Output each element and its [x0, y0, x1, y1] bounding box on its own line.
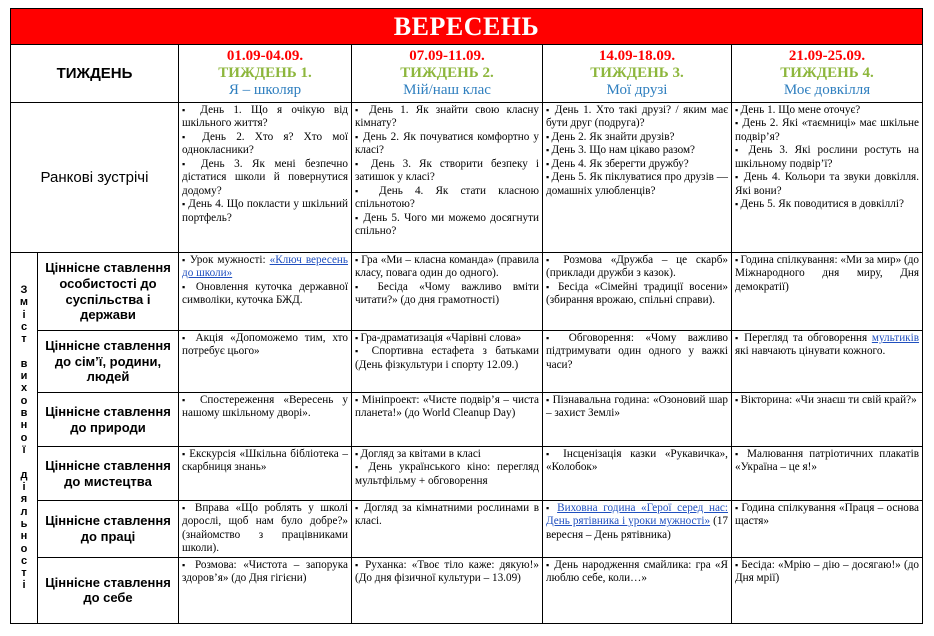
morning-week-3 [543, 103, 732, 253]
activity-item [546, 448, 728, 475]
activity-item [355, 448, 539, 461]
activity-text: Малювання патріотичних плакатів «Україна – це я!» [735, 448, 920, 474]
activity-item [355, 502, 539, 529]
side-label-letter: с [20, 554, 28, 567]
activity-cell [543, 393, 732, 447]
activity-item [735, 394, 919, 407]
activity-link[interactable]: Виховна година «Герої серед нас: День рятівника і уроки мужності» [546, 502, 728, 528]
week-4-name: ТИЖДЕНЬ 4. [780, 64, 874, 81]
morning-item: ▪ День 2. Хто я? Хто мої однокласники? [182, 131, 348, 158]
side-label-letter: З [20, 283, 28, 296]
activity-item [355, 461, 539, 488]
activity-cell [543, 331, 732, 393]
activity-text: Оновлення куточка державної символіки, куточка БЖД. [182, 280, 348, 307]
activity-cell [352, 393, 543, 447]
activity-item [182, 394, 348, 421]
activity-row [11, 393, 923, 447]
week-header-label: ТИЖДЕНЬ [11, 45, 179, 103]
activity-text: Обговорення: «Чому важливо підтримувати один одного у важкі часи? [546, 332, 728, 371]
morning-item: ▪ День 5. Як піклуватися про друзів — домашніх улюбленців? [546, 171, 728, 198]
activity-row [11, 501, 923, 558]
activity-text: Екскурсія «Шкільна бібліотека – скарбниця знань» [182, 448, 348, 474]
activity-text: Розмова: «Чистота – запорука здоров’я» (до Дня гігієни) [182, 558, 348, 585]
morning-item: ▪ День 1. Що мене оточує? [735, 104, 919, 117]
side-label-letter: ї [22, 444, 26, 457]
morning-item: ▪ День 2. Як знайти друзів? [546, 131, 728, 144]
activity-text: Акція «Допоможемо тим, хто потребує цього» [182, 332, 348, 358]
activity-row [11, 557, 923, 623]
activity-cell [352, 501, 543, 558]
side-label-letter: л [20, 505, 28, 518]
activity-text: Перегляд та обговорення [744, 332, 872, 344]
activity-text: Спортивна естафета з батьками (День фізкультури і спорту 12.09.) [355, 345, 539, 371]
week-3-dates: 14.09-18.09. [598, 47, 676, 64]
activity-item [546, 281, 728, 308]
morning-week-2 [352, 103, 543, 253]
activity-cell [179, 331, 352, 393]
morning-item: ▪ День 4. Кольори та звуки довкілля. Які вони? [735, 171, 919, 198]
row-label: Ціннісне ставлення особистості до суспільства і держави [38, 253, 179, 331]
morning-item: ▪ День 5. Як поводитися в довкіллі? [735, 198, 919, 211]
activity-text: Гра-драматизація «Чарівні слова» [360, 332, 522, 344]
activity-text: які навчають цінувати кожного. [735, 345, 886, 358]
activity-text: День українського кіно: перегляд мультфільму + обговорення [355, 461, 539, 487]
activity-text: Урок мужності: [189, 254, 270, 266]
activity-item [355, 394, 539, 421]
activity-item [546, 394, 728, 421]
activity-text: Догляд за квітами в класі [360, 448, 481, 460]
week-2-theme: Мій/наш клас [403, 82, 491, 99]
activity-link[interactable]: «Ключ вересень до школи» [182, 254, 349, 280]
activity-text: Руханка: «Твоє тіло каже: дякую!» (До дня фізичної культури – 13.09) [355, 558, 539, 585]
activity-text: Бесіда: «Мрію – дію – досягаю!» (до Дня мрії) [735, 558, 920, 585]
week-1-dates: 01.09-04.09. [226, 47, 304, 64]
side-label-letter: с [20, 320, 28, 333]
activity-text: Гра «Ми – класна команда» (правила класу, повага один до одного). [355, 254, 540, 280]
morning-item: ▪ День 3. Як створити безпеку і затишок у класі? [355, 158, 539, 185]
activity-item [735, 332, 919, 359]
activity-cell [732, 447, 923, 501]
week-2-header [352, 45, 543, 103]
side-label-letter: и [20, 370, 28, 383]
side-label-letter: д [20, 468, 28, 481]
month-title: ВЕРЕСЕНЬ [11, 9, 923, 45]
activity-text: День народження смайлика: гра «Я люблю себе, коли…» [546, 558, 728, 585]
side-label-letter: і [22, 480, 26, 493]
activity-cell [543, 501, 732, 558]
morning-week-4 [732, 103, 923, 253]
morning-item: ▪ День 3. Як мені безпечно дістатися школи й повернутися додому? [182, 158, 348, 198]
side-label-letter: т [21, 333, 27, 346]
activity-text: Догляд за кімнатними рослинами в класі. [355, 502, 539, 528]
september-plan-table [10, 8, 923, 624]
row-label: Ціннісне ставлення до мистецтва [38, 447, 179, 501]
side-label-letter: м [19, 296, 29, 309]
activity-item [355, 254, 539, 281]
activity-text: Мініпроект: «Чисте подвір’я – чиста планета!» (до World Cleanup Day) [355, 394, 539, 420]
side-label-letter: н [20, 530, 28, 543]
activity-item [735, 559, 919, 586]
plan-table-wrapper [10, 8, 922, 624]
side-label-letter: ь [20, 517, 28, 530]
week-1-theme: Я – школяр [228, 82, 302, 99]
week-3-header [543, 45, 732, 103]
side-label-letter: н [20, 419, 28, 432]
side-label-letter: в [20, 407, 28, 420]
activity-cell [179, 447, 352, 501]
activity-row [11, 253, 923, 331]
activity-item [182, 281, 348, 308]
week-3-name: ТИЖДЕНЬ 3. [590, 64, 684, 81]
morning-item: ▪ День 3. Які рослини ростуть на шкільному подвір’ї? [735, 144, 919, 171]
side-label-letter [11, 346, 37, 358]
activity-text: Вікторина: «Чи знаєш ти свій край?» [740, 394, 917, 406]
side-label-letter: о [20, 542, 28, 555]
activity-cell [179, 253, 352, 331]
activity-cell [543, 557, 732, 623]
week-4-dates: 21.09-25.09. [788, 47, 866, 64]
morning-item: ▪ День 4. Як зберегти дружбу? [546, 158, 728, 171]
week-1-header [179, 45, 352, 103]
week-2-dates: 07.09-11.09. [409, 47, 485, 64]
activity-cell [543, 447, 732, 501]
morning-item: ▪ День 1. Що я очікую від шкільного життя? [182, 104, 348, 131]
activity-cell [732, 393, 923, 447]
weeks-header-row [11, 45, 923, 103]
activity-item [182, 559, 348, 586]
activity-item [355, 559, 539, 586]
activity-cell [732, 557, 923, 623]
activity-link[interactable]: мультиків [871, 332, 920, 344]
activity-item [182, 448, 348, 475]
morning-item: ▪ День 1. Хто такі друзі? / яким має бути друг (подруга)? [546, 104, 728, 131]
activity-text: Розмова «Дружба – це скарб» (приклади дружби з казок). [546, 254, 728, 280]
activity-row [11, 331, 923, 393]
activity-text: Бесіда «Чому важливо вміти читати?» (до дня грамотності) [355, 280, 539, 307]
morning-meetings-label: Ранкові зустрічі [11, 103, 179, 253]
side-label-letter: о [20, 394, 28, 407]
morning-item: ▪ День 1. Як знайти свою класну кімнату? [355, 104, 539, 131]
side-label-letter [11, 456, 37, 468]
activity-text: Вправа «Що роблять у школі дорослі, щоб нам було добре?» (знайомство з працівниками школи). [182, 502, 348, 555]
activity-row [11, 447, 923, 501]
activity-item [355, 281, 539, 308]
activity-cell [352, 447, 543, 501]
morning-item: ▪ День 4. Що покласти у шкільний портфель? [182, 198, 348, 225]
activity-item [546, 332, 728, 372]
side-label-letter: х [20, 382, 28, 395]
activity-item [735, 502, 919, 529]
activity-item [546, 502, 728, 542]
activity-item [355, 332, 539, 345]
activity-item [735, 448, 919, 475]
activity-item [355, 345, 539, 372]
activity-text: Бесіда «Сімейні традиції восени» (збирання врожаю, спільні справи). [546, 280, 728, 307]
activity-text: Спостереження «Вересень у нашому шкільному дворі». [182, 394, 348, 420]
side-label-letter: о [20, 431, 28, 444]
morning-item: ▪ День 2. Як почуватися комфортно у класі? [355, 131, 539, 158]
side-label-letter: т [21, 567, 27, 580]
activity-text: Година спілкування «Праця – основа щастя» [735, 502, 920, 528]
morning-meetings-row [11, 103, 923, 253]
activity-item [182, 254, 348, 281]
side-label-letter: і [22, 579, 26, 592]
side-label-letter: в [20, 357, 28, 370]
morning-week-1 [179, 103, 352, 253]
activity-item [182, 502, 348, 556]
activity-cell [732, 253, 923, 331]
morning-item: ▪ День 5. Чого ми можемо досягнути спільно? [355, 212, 539, 239]
row-label: Ціннісне ставлення до себе [38, 557, 179, 623]
side-label-letter: і [22, 308, 26, 321]
activity-text: (17 вересня – День рятівника) [546, 515, 729, 541]
row-label: Ціннісне ставлення до сім’ї, родини, людей [38, 331, 179, 393]
activity-item [546, 559, 728, 586]
activity-cell [732, 501, 923, 558]
activity-text: Пізнавальна година: «Озоновий шар – захист Землі» [546, 394, 728, 420]
activity-text: Інсценізація казки «Рукавичка», «Колобок» [546, 448, 728, 474]
activity-cell [543, 253, 732, 331]
activity-item [182, 332, 348, 359]
activity-cell [179, 393, 352, 447]
activity-cell [352, 557, 543, 623]
week-2-name: ТИЖДЕНЬ 2. [400, 64, 494, 81]
activity-cell [352, 253, 543, 331]
activity-cell [732, 331, 923, 393]
morning-item: ▪ День 3. Що нам цікаво разом? [546, 144, 728, 157]
morning-item: ▪ День 4. Як стати класною спільнотою? [355, 185, 539, 212]
week-4-header [732, 45, 923, 103]
week-1-name: ТИЖДЕНЬ 1. [218, 64, 312, 81]
activity-cell [179, 501, 352, 558]
row-label: Ціннісне ставлення до праці [38, 501, 179, 558]
activity-cell [352, 331, 543, 393]
week-4-theme: Моє довкілля [783, 82, 871, 99]
activity-text: Година спілкування: «Ми за мир» (до Міжнародного дня миру, Дня демократії) [735, 254, 920, 293]
row-label: Ціннісне ставлення до природи [38, 393, 179, 447]
side-vertical-label [11, 253, 38, 624]
side-label-letter: я [20, 493, 28, 506]
activity-cell [179, 557, 352, 623]
morning-item: ▪ День 2. Які «таємниці» має шкільне подвір’я? [735, 117, 919, 144]
activity-item [735, 254, 919, 294]
week-3-theme: Мої друзі [606, 82, 668, 99]
activity-item [546, 254, 728, 281]
